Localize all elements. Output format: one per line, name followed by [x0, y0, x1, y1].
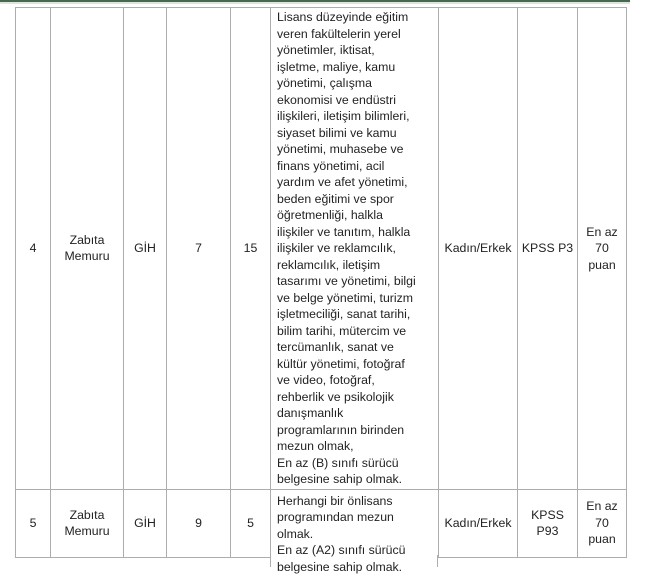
cell-class: GİH: [124, 489, 167, 557]
cell-gender: Kadın/Erkek: [439, 8, 518, 490]
cell-position-title: Zabıta Memuru: [51, 8, 124, 490]
cell-vacancy-count: 15: [231, 8, 271, 490]
cell-position-title: Zabıta Memuru: [51, 489, 124, 557]
cell-gender: Kadın/Erkek: [439, 489, 518, 557]
table-row: [16, 8, 627, 490]
requirements-column-border-extension-right: [437, 555, 438, 567]
cell-kpss-type: KPSS P3: [518, 8, 578, 490]
cell-min-score: En az 70 puan: [578, 8, 627, 490]
cell-requirements: [271, 489, 439, 557]
job-postings-table: [15, 7, 627, 558]
cell-row-number: 4: [16, 8, 51, 490]
cell-row-number: 5: [16, 489, 51, 557]
table-row: [16, 489, 627, 557]
cell-requirements: Lisans düzeyinde eğitim veren fakültelerin yerel yönetimler, iktisat, işletme, maliye, kamu yönetimi, çalışma ekonomisi ve endüstri ilişkileri, iletişim bilimleri, siyaset bilimi ve kamu yönetimi, muhasebe ve finans yönetimi, acil yardım ve afet yönetimi, beden eğitimi ve spor öğretmenliği, halkla ilişkiler ve tanıtım, halkla ilişkiler ve reklamcılık, reklamcılık, iletişim tasarımı ve yönetimi, bilgi ve belge yönetimi, turizm işletmeciliği, sanat tarihi, bilim tarihi, mütercim ve tercümanlık, sanat ve kültür yönetimi, fotoğraf ve video, fotoğraf, rehberlik ve psikolojik danışmanlık programlarının birinden mezun olmak, En az (B) sınıfı sürücü belgesine sahip olmak.: [271, 8, 439, 490]
page-top-accent-bar-shadow: [0, 2, 630, 4]
cell-class: GİH: [124, 8, 167, 490]
cell-vacancy-count: 5: [231, 489, 271, 557]
requirements-overflow-text: Herhangi bir önlisans programından mezun olmak. En az (A2) sınıfı sürücü belgesine sahip olmak.: [277, 493, 433, 575]
cell-kpss-type: KPSS P93: [518, 489, 578, 557]
cell-grade: 7: [167, 8, 231, 490]
cell-min-score: En az 70 puan: [578, 489, 627, 557]
requirements-column-border-extension-left: [270, 555, 271, 567]
cell-grade: 9: [167, 489, 231, 557]
